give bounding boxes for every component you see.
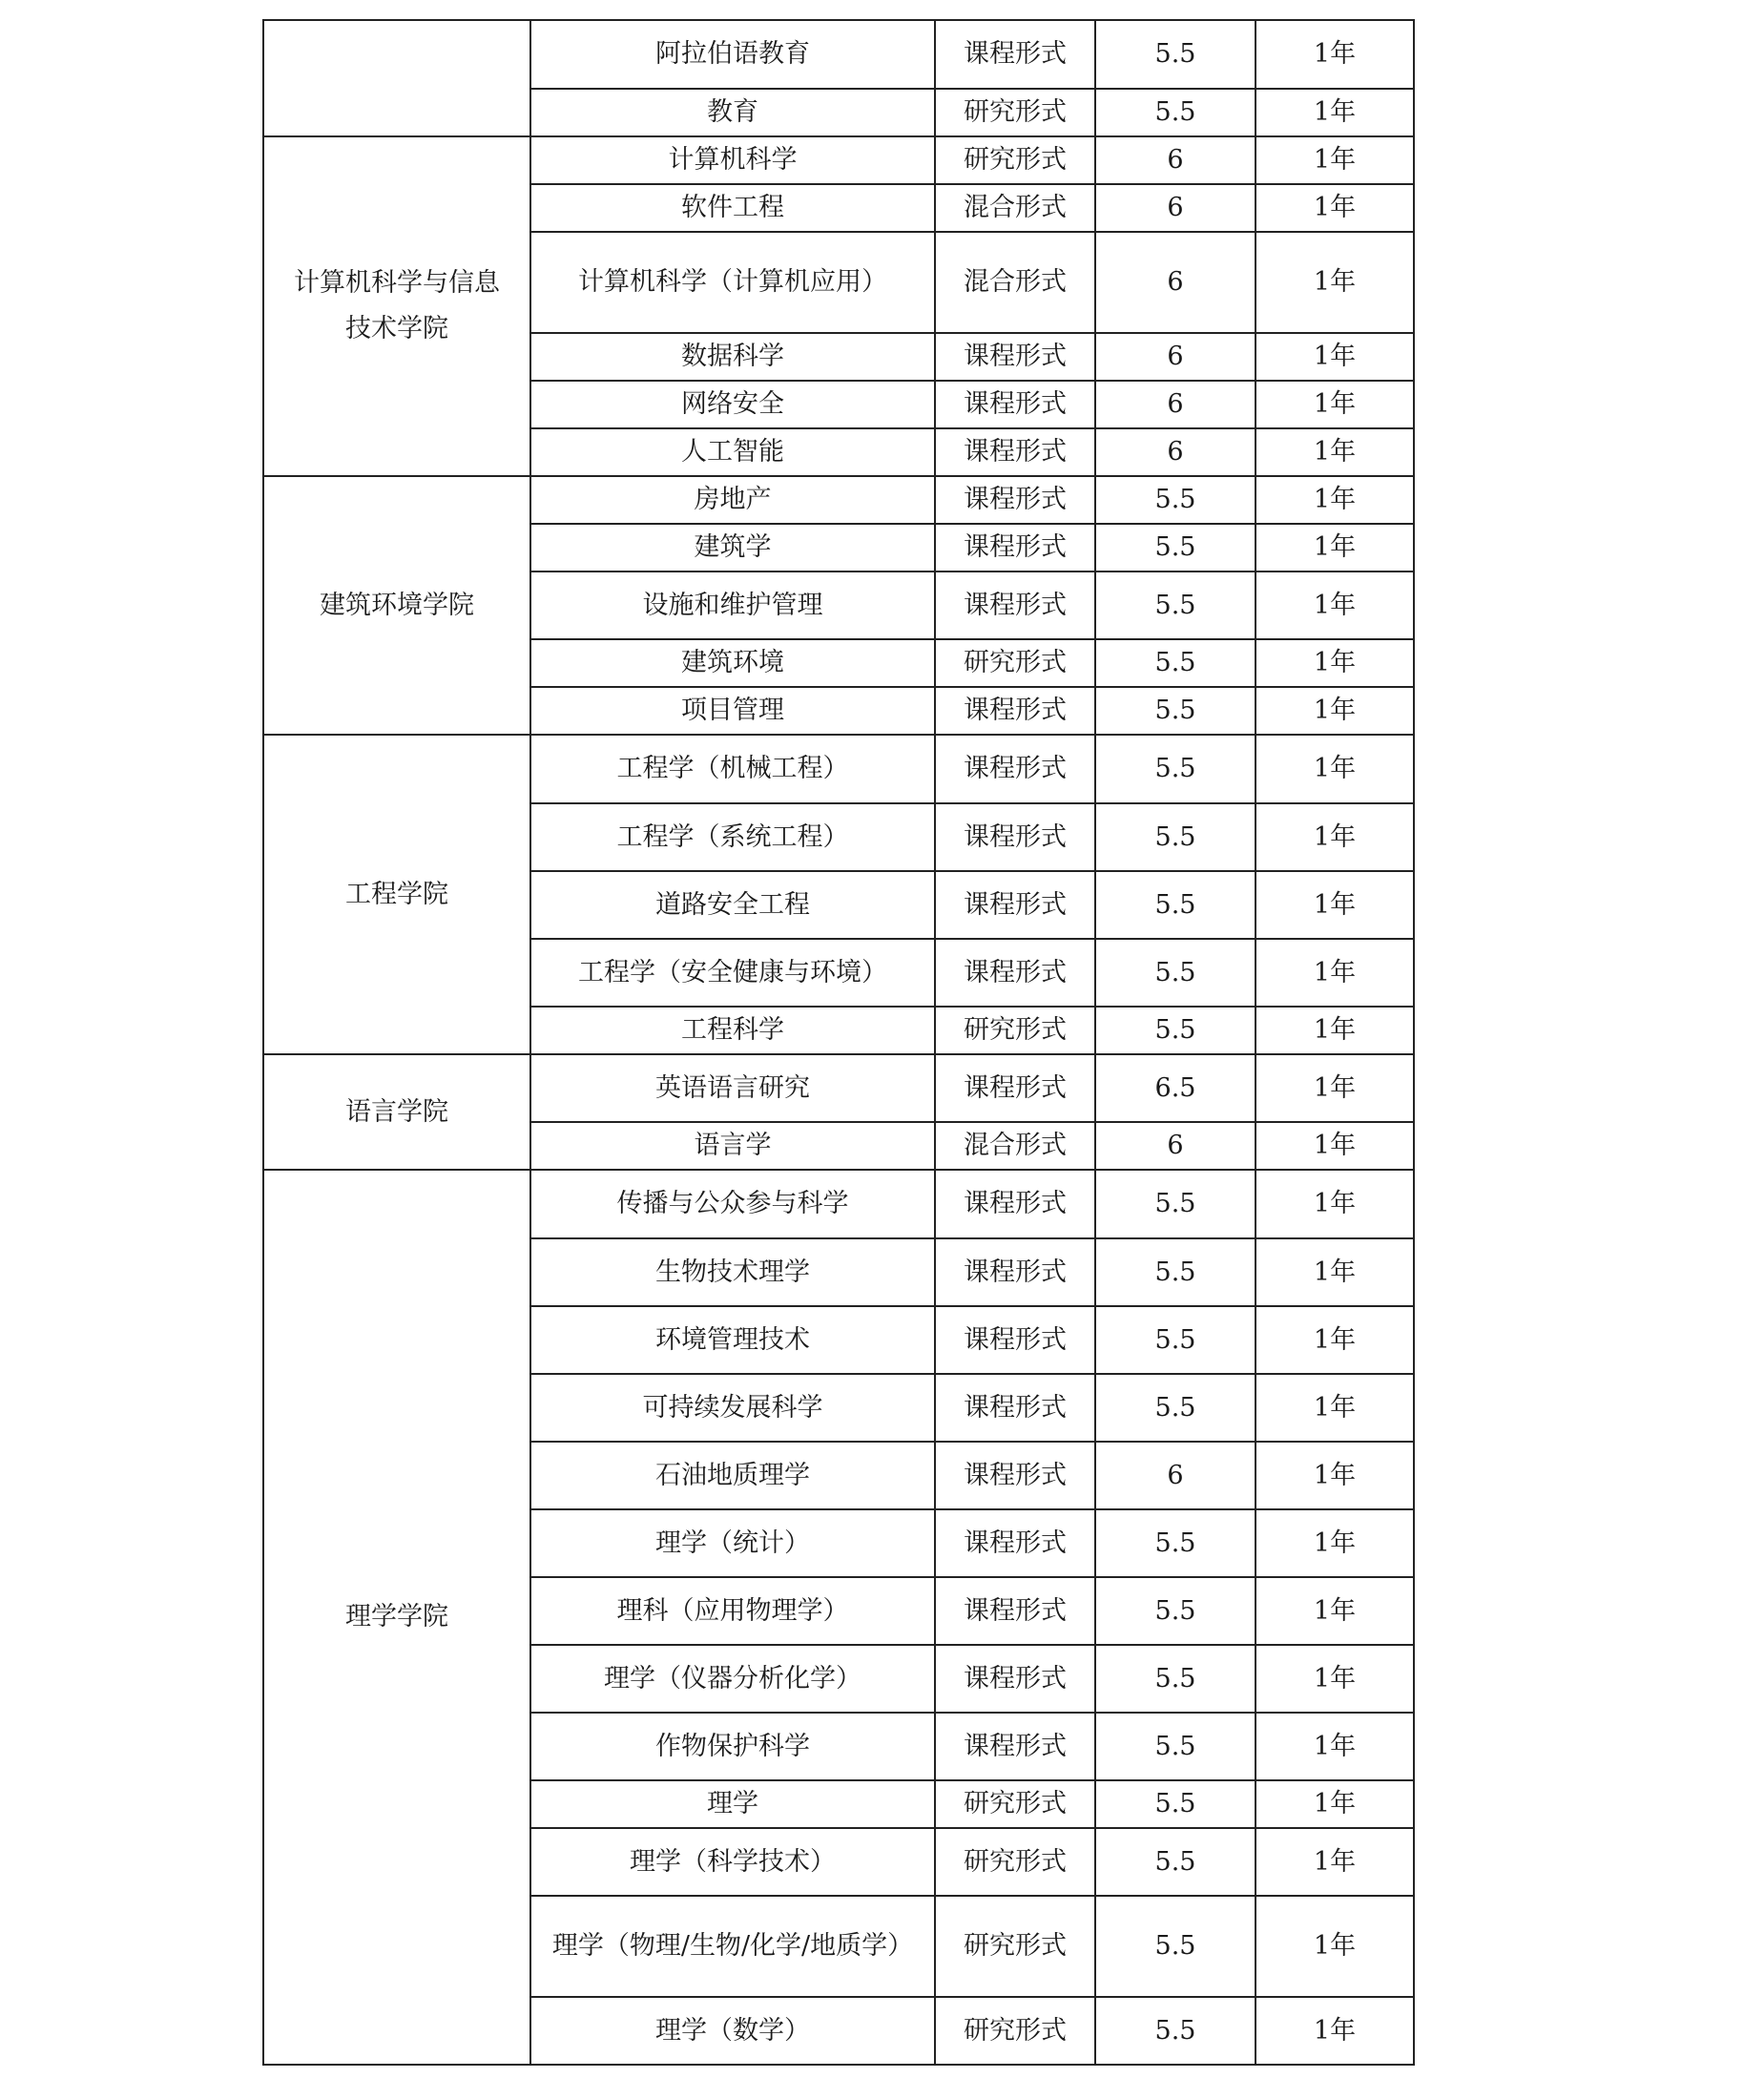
program-name-cell: 理学（科学技术）: [530, 1828, 935, 1896]
program-table: [262, 19, 1413, 2069]
program-name-cell: 设施和维护管理: [530, 572, 935, 639]
study-mode-cell: 研究形式: [935, 89, 1095, 136]
ielts-score-cell: 6: [1095, 1122, 1256, 1170]
duration-cell: 1年: [1256, 1713, 1414, 1780]
study-mode-cell: 课程形式: [935, 1238, 1095, 1306]
duration-cell: 1年: [1256, 381, 1414, 428]
table-row: [263, 20, 1414, 89]
program-name-cell: 理科（应用物理学）: [530, 1577, 935, 1645]
program-name-cell: 工程学（安全健康与环境）: [530, 939, 935, 1007]
program-name-cell: 项目管理: [530, 687, 935, 735]
ielts-score-cell: 5.5: [1095, 524, 1256, 572]
study-mode-cell: 课程形式: [935, 939, 1095, 1007]
faculty-cell: 语言学院: [263, 1054, 530, 1170]
study-mode-cell: 课程形式: [935, 428, 1095, 476]
program-name-cell: 人工智能: [530, 428, 935, 476]
faculty-cell: 工程学院: [263, 735, 530, 1054]
ielts-score-cell: 5.5: [1095, 20, 1256, 89]
duration-cell: 1年: [1256, 1509, 1414, 1577]
duration-cell: 1年: [1256, 639, 1414, 687]
program-name-cell: 语言学: [530, 1122, 935, 1170]
ielts-score-cell: 5.5: [1095, 572, 1256, 639]
ielts-score-cell: 6: [1095, 1442, 1256, 1509]
ielts-score-cell: 5.5: [1095, 1170, 1256, 1238]
program-name-cell: 环境管理技术: [530, 1306, 935, 1374]
program-name-cell: 软件工程: [530, 184, 935, 232]
study-mode-cell: 研究形式: [935, 1896, 1095, 1997]
study-mode-cell: 课程形式: [935, 803, 1095, 871]
study-mode-cell: 课程形式: [935, 1577, 1095, 1645]
program-name-cell: 可持续发展科学: [530, 1374, 935, 1442]
duration-cell: 1年: [1256, 735, 1414, 803]
study-mode-cell: 课程形式: [935, 572, 1095, 639]
program-name-cell: 石油地质理学: [530, 1442, 935, 1509]
study-mode-cell: 课程形式: [935, 20, 1095, 89]
ielts-score-cell: 5.5: [1095, 1577, 1256, 1645]
duration-cell: 1年: [1256, 1238, 1414, 1306]
duration-cell: 1年: [1256, 1170, 1414, 1238]
duration-cell: 1年: [1256, 1306, 1414, 1374]
study-mode-cell: 研究形式: [935, 1997, 1095, 2065]
duration-cell: 1年: [1256, 136, 1414, 184]
faculty-cell: 建筑环境学院: [263, 476, 530, 735]
study-mode-cell: 课程形式: [935, 1054, 1095, 1122]
duration-cell: 1年: [1256, 1645, 1414, 1713]
ielts-score-cell: 5.5: [1095, 89, 1256, 136]
study-mode-cell: 课程形式: [935, 524, 1095, 572]
ielts-score-cell: 5.5: [1095, 1645, 1256, 1713]
faculty-cell: 计算机科学与信息技术学院: [263, 136, 530, 476]
duration-cell: 1年: [1256, 871, 1414, 939]
ielts-score-cell: 6.5: [1095, 1054, 1256, 1122]
ielts-score-cell: 6: [1095, 184, 1256, 232]
duration-cell: 1年: [1256, 1780, 1414, 1828]
duration-cell: 1年: [1256, 1007, 1414, 1054]
ielts-score-cell: 5.5: [1095, 639, 1256, 687]
study-mode-cell: 课程形式: [935, 871, 1095, 939]
program-name-cell: 工程学（系统工程）: [530, 803, 935, 871]
study-mode-cell: 混合形式: [935, 1122, 1095, 1170]
study-mode-cell: 课程形式: [935, 1170, 1095, 1238]
ielts-score-cell: 5.5: [1095, 803, 1256, 871]
program-name-cell: 计算机科学: [530, 136, 935, 184]
table-row: [263, 1170, 1414, 1238]
ielts-score-cell: 5.5: [1095, 939, 1256, 1007]
duration-cell: 1年: [1256, 524, 1414, 572]
ielts-score-cell: 5.5: [1095, 1238, 1256, 1306]
duration-cell: 1年: [1256, 184, 1414, 232]
faculty-cell: [263, 20, 530, 136]
study-mode-cell: 课程形式: [935, 735, 1095, 803]
study-mode-cell: 混合形式: [935, 184, 1095, 232]
duration-cell: 1年: [1256, 20, 1414, 89]
ielts-score-cell: 5.5: [1095, 735, 1256, 803]
program-name-cell: 道路安全工程: [530, 871, 935, 939]
table-row: [263, 735, 1414, 803]
ielts-score-cell: 5.5: [1095, 871, 1256, 939]
program-name-cell: 工程科学: [530, 1007, 935, 1054]
duration-cell: 1年: [1256, 1896, 1414, 1997]
table-row: [263, 136, 1414, 184]
ielts-score-cell: 5.5: [1095, 1509, 1256, 1577]
duration-cell: 1年: [1256, 939, 1414, 1007]
program-table-body: [263, 20, 1414, 2065]
table-row: [263, 1054, 1414, 1122]
program-name-cell: 建筑学: [530, 524, 935, 572]
program-name-cell: 作物保护科学: [530, 1713, 935, 1780]
ielts-score-cell: 6: [1095, 232, 1256, 333]
ielts-score-cell: 6: [1095, 381, 1256, 428]
ielts-score-cell: 5.5: [1095, 1780, 1256, 1828]
program-name-cell: 生物技术理学: [530, 1238, 935, 1306]
ielts-score-cell: 6: [1095, 136, 1256, 184]
ielts-score-cell: 5.5: [1095, 1828, 1256, 1896]
duration-cell: 1年: [1256, 1828, 1414, 1896]
study-mode-cell: 课程形式: [935, 476, 1095, 524]
study-mode-cell: 研究形式: [935, 1007, 1095, 1054]
ielts-score-cell: 6: [1095, 428, 1256, 476]
ielts-score-cell: 5.5: [1095, 1007, 1256, 1054]
program-name-cell: 教育: [530, 89, 935, 136]
study-mode-cell: 课程形式: [935, 381, 1095, 428]
duration-cell: 1年: [1256, 333, 1414, 381]
program-name-cell: 理学（数学）: [530, 1997, 935, 2065]
ielts-score-cell: 6: [1095, 333, 1256, 381]
duration-cell: 1年: [1256, 232, 1414, 333]
program-name-cell: 理学（统计）: [530, 1509, 935, 1577]
program-name-cell: 计算机科学（计算机应用）: [530, 232, 935, 333]
program-name-cell: 工程学（机械工程）: [530, 735, 935, 803]
program-name-cell: 理学（仪器分析化学）: [530, 1645, 935, 1713]
study-mode-cell: 研究形式: [935, 136, 1095, 184]
study-mode-cell: 课程形式: [935, 333, 1095, 381]
program-name-cell: 数据科学: [530, 333, 935, 381]
duration-cell: 1年: [1256, 476, 1414, 524]
duration-cell: 1年: [1256, 803, 1414, 871]
study-mode-cell: 课程形式: [935, 687, 1095, 735]
faculty-cell: 理学学院: [263, 1170, 530, 2065]
duration-cell: 1年: [1256, 1122, 1414, 1170]
duration-cell: 1年: [1256, 572, 1414, 639]
ielts-score-cell: 5.5: [1095, 1896, 1256, 1997]
ielts-score-cell: 5.5: [1095, 1997, 1256, 2065]
study-mode-cell: 课程形式: [935, 1509, 1095, 1577]
study-mode-cell: 研究形式: [935, 1828, 1095, 1896]
duration-cell: 1年: [1256, 1374, 1414, 1442]
duration-cell: 1年: [1256, 687, 1414, 735]
study-mode-cell: 课程形式: [935, 1713, 1095, 1780]
ielts-score-cell: 5.5: [1095, 1713, 1256, 1780]
study-mode-cell: 课程形式: [935, 1442, 1095, 1509]
table-row: [263, 476, 1414, 524]
program-name-cell: 房地产: [530, 476, 935, 524]
duration-cell: 1年: [1256, 1577, 1414, 1645]
ielts-score-cell: 5.5: [1095, 1306, 1256, 1374]
ielts-score-cell: 5.5: [1095, 476, 1256, 524]
study-mode-cell: 课程形式: [935, 1306, 1095, 1374]
study-mode-cell: 研究形式: [935, 1780, 1095, 1828]
study-mode-cell: 课程形式: [935, 1374, 1095, 1442]
duration-cell: 1年: [1256, 428, 1414, 476]
program-name-cell: 理学: [530, 1780, 935, 1828]
program-name-cell: 建筑环境: [530, 639, 935, 687]
study-mode-cell: 研究形式: [935, 639, 1095, 687]
program-name-cell: 理学（物理/生物/化学/地质学）: [530, 1896, 935, 1997]
duration-cell: 1年: [1256, 1997, 1414, 2065]
program-name-cell: 英语语言研究: [530, 1054, 935, 1122]
ielts-score-cell: 5.5: [1095, 687, 1256, 735]
duration-cell: 1年: [1256, 89, 1414, 136]
study-mode-cell: 混合形式: [935, 232, 1095, 333]
program-name-cell: 传播与公众参与科学: [530, 1170, 935, 1238]
ielts-score-cell: 5.5: [1095, 1374, 1256, 1442]
program-name-cell: 阿拉伯语教育: [530, 20, 935, 89]
program-name-cell: 网络安全: [530, 381, 935, 428]
study-mode-cell: 课程形式: [935, 1645, 1095, 1713]
duration-cell: 1年: [1256, 1442, 1414, 1509]
duration-cell: 1年: [1256, 1054, 1414, 1122]
